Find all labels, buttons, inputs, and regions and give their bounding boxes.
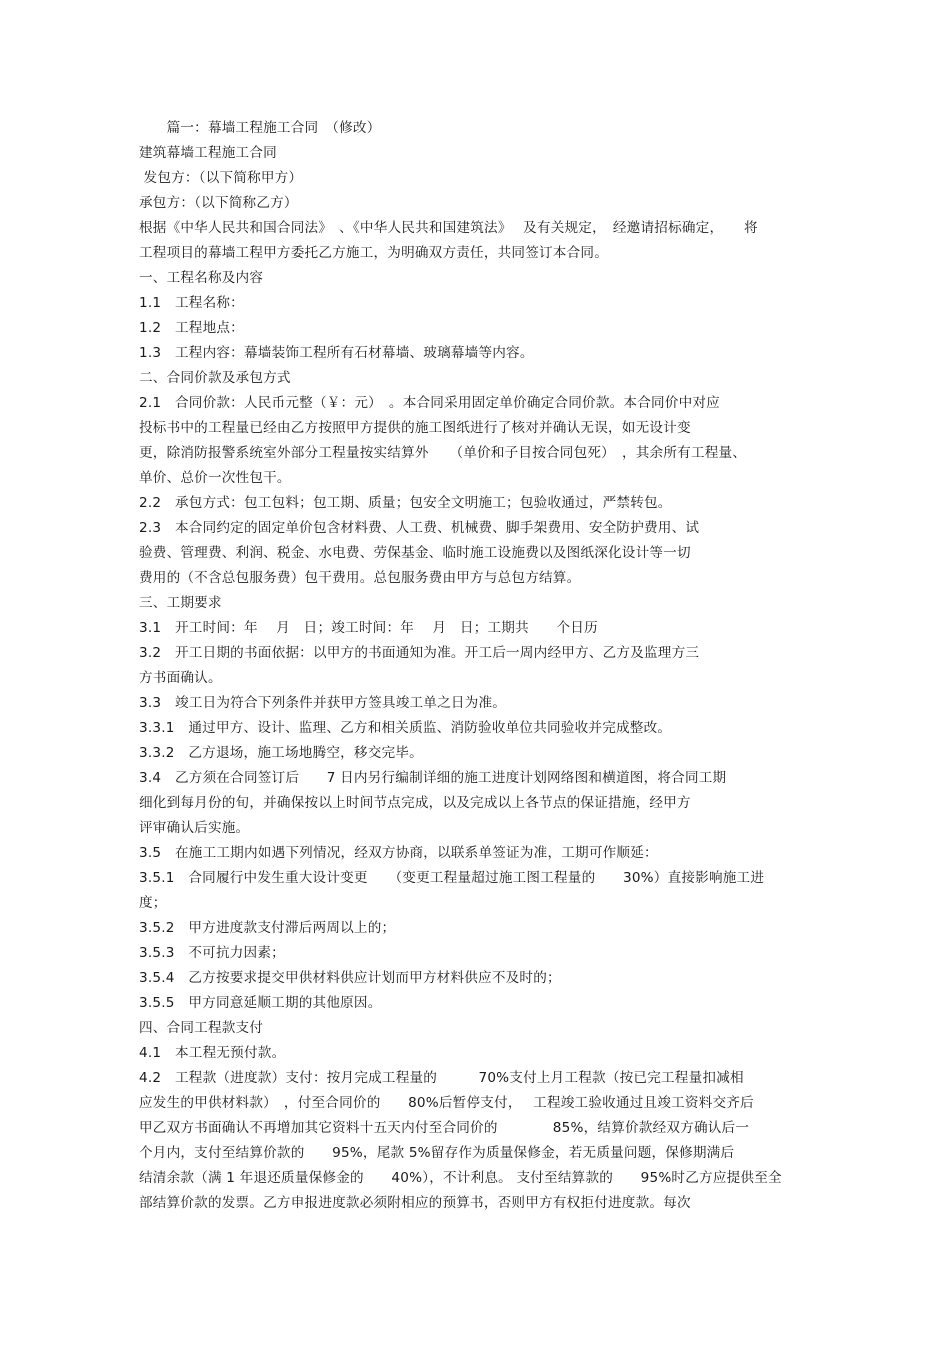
clause-line: 结清余款（满 1 年退还质量保修金的 40%），不计利息。 支付至结算款的 95%时乙方应提供至全 [139, 1170, 782, 1186]
clause-line: 3.3.2 乙方退场，施工场地腾空，移交完毕。 [139, 745, 423, 761]
clause-line: 单价、总价一次性包干。 [139, 470, 291, 486]
section-heading: 三、工期要求 [139, 595, 222, 611]
clause-line: 1.3 工程内容：幕墙装饰工程所有石材幕墙、玻璃幕墙等内容。 [139, 345, 534, 361]
clause-line: 费用的（不含总包服务费）包干费用。总包服务费由甲方与总包方结算。 [139, 570, 581, 586]
clause-line: 3.5 在施工工期内如遇下列情况，经双方协商，以联系单签证为准，工期可作顺延： [139, 845, 658, 861]
clause-line: 3.5.4 乙方按要求提交甲供材料供应计划而甲方材料供应不及时的； [139, 970, 561, 986]
clause-line: 部结算价款的发票。乙方申报进度款必须附相应的预算书，否则甲方有权拒付进度款。每次 [139, 1195, 691, 1211]
clause-line: 投标书中的工程量已经由乙方按照甲方提供的施工图纸进行了核对并确认无误，如无设计变 [139, 420, 691, 436]
section-heading: 四、合同工程款支付 [139, 1020, 264, 1036]
section-heading: 二、合同价款及承包方式 [139, 370, 291, 386]
clause-line: 3.4 乙方须在合同签订后 7 日内另行编制详细的施工进度计划网络图和横道图，将合同工期 [139, 770, 727, 786]
clause-line: 应发生的甲供材料款） ，付至合同价的 80%后暂停支付， 工程竣工验收通过且竣工资料交齐后 [139, 1095, 754, 1111]
clause-line: 验费、管理费、利润、税金、水电费、劳保基金、临时施工设施费以及图纸深化设计等一切 [139, 545, 691, 561]
clause-line: 细化到每月份的旬，并确保按以上时间节点完成，以及完成以上各节点的保证措施，经甲方 [139, 795, 691, 811]
paragraph-line: 根据《中华人民共和国合同法》 、《中华人民共和国建筑法》 及有关规定， 经邀请招标确定， 将 [139, 220, 758, 236]
clause-line: 1.2 工程地点： [139, 320, 244, 336]
clause-line: 3.3.1 通过甲方、设计、监理、乙方和相关质监、消防验收单位共同验收并完成整改。 [139, 720, 672, 736]
clause-line: 评审确认后实施。 [139, 820, 250, 836]
clause-line: 2.3 本合同约定的固定单价包含材料费、人工费、机械费、脚手架费用、安全防护费用、试 [139, 520, 700, 536]
clause-line: 方书面确认。 [139, 670, 222, 686]
clause-line: 3.3 竣工日为符合下列条件并获甲方签具竣工单之日为准。 [139, 695, 507, 711]
clause-line: 3.5.3 不可抗力因素； [139, 945, 285, 961]
paragraph-line: 工程项目的幕墙工程甲方委托乙方施工，为明确双方责任，共同签订本合同。 [139, 245, 608, 261]
clause-line: 3.5.5 甲方同意延顺工期的其他原因。 [139, 995, 382, 1011]
party-a-line: 发包方：（以下简称甲方） [139, 170, 303, 186]
clause-line: 2.1 合同价款：人民币元整（￥：元） 。本合同采用固定单价确定合同价款。本合同价中对应 [139, 395, 720, 411]
clause-line: 3.5.1 合同履行中发生重大设计变更 （变更工程量超过施工图工程量的 30%）直接影响施工进 [139, 870, 765, 886]
document-title: 篇一：幕墙工程施工合同 （修改） [139, 120, 381, 136]
clause-line: 1.1 工程名称： [139, 295, 244, 311]
contract-heading: 建筑幕墙工程施工合同 [139, 145, 277, 161]
clause-line: 2.2 承包方式：包工包料；包工期、质量；包安全文明施工；包验收通过，严禁转包。 [139, 495, 672, 511]
clause-line: 度； [139, 895, 167, 911]
clause-line: 个月内，支付至结算价款的 95%，尾款 5%留存作为质量保修金，若无质量问题，保修期满后 [139, 1145, 735, 1161]
clause-line: 4.1 本工程无预付款。 [139, 1045, 286, 1061]
clause-line: 3.2 开工日期的书面依据：以甲方的书面通知为准。开工后一周内经甲方、乙方及监理方三 [139, 645, 700, 661]
clause-line: 3.1 开工时间：年 月 日；竣工时间：年 月 日；工期共 个日历 [139, 620, 598, 636]
clause-line: 4.2 工程款（进度款）支付：按月完成工程量的 70%支付上月工程款（按已完工程量扣减相 [139, 1070, 744, 1086]
clause-line: 甲乙双方书面确认不再增加其它资料十五天内付至合同价的 85%，结算价款经双方确认后一 [139, 1120, 750, 1136]
section-heading: 一、工程名称及内容 [139, 270, 264, 286]
party-b-line: 承包方：（以下简称乙方） [139, 195, 298, 211]
clause-line: 更，除消防报警系统室外部分工程量按实结算外 （单价和子目按合同包死） ，其余所有工程量、 [139, 445, 747, 461]
clause-line: 3.5.2 甲方进度款支付滞后两周以上的； [139, 920, 396, 936]
